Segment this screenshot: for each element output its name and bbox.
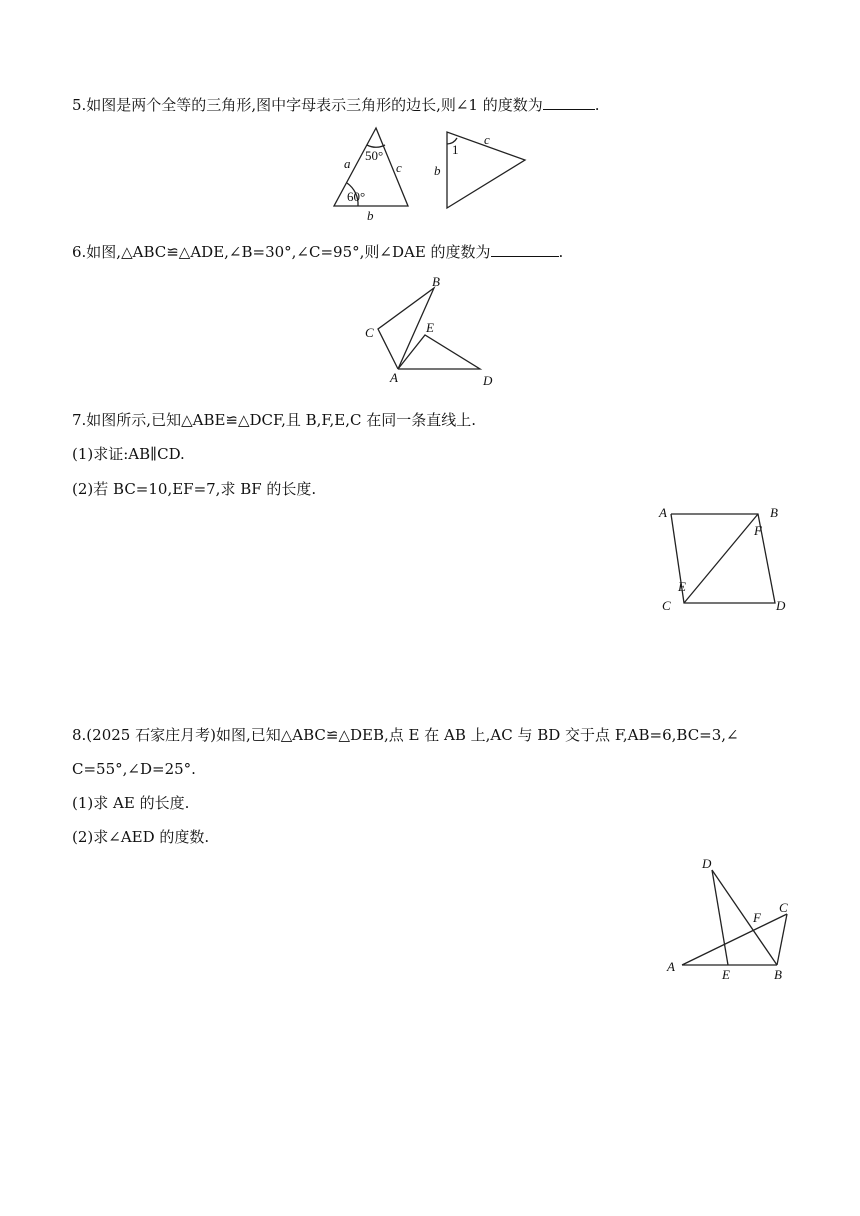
q8-part2: (2)求∠AED 的度数.: [72, 828, 210, 846]
q6-answer-blank[interactable]: [491, 241, 559, 257]
q8-stem-line1: 8.(2025 石家庄月考)如图,已知△ABC≌△DEB,点 E 在 AB 上,AC 与 BD 交于点 F,AB=6,BC=3,∠: [72, 726, 739, 744]
q7-figure: [655, 502, 800, 617]
q8-point-E: E: [722, 967, 730, 982]
q8-point-B: B: [774, 967, 782, 982]
q7-stem: 7.如图所示,已知△ABE≌△DCF,且 B,F,E,C 在同一条直线上.: [72, 411, 476, 429]
q5-stem: 5.如图是两个全等的三角形,图中字母表示三角形的边长,则∠1 的度数为 .: [72, 96, 600, 114]
q6-point-A: A: [390, 370, 398, 385]
q6-point-B: B: [432, 274, 440, 289]
q8-point-A: A: [667, 959, 675, 974]
q6-stem: 6.如图,△ABC≌△ADE,∠B=30°,∠C=95°,则∠DAE 的度数为 .: [72, 243, 564, 261]
q7-point-B: B: [770, 505, 778, 520]
q5-side-c-right: c: [484, 132, 490, 147]
q5-angle-50: 50°: [365, 148, 384, 163]
q5-angle-1: 1: [452, 142, 459, 157]
q8-part1: (1)求 AE 的长度.: [72, 794, 190, 812]
q5-angle-60: 60°: [347, 189, 366, 204]
q7-part1: (1)求证:AB∥CD.: [72, 445, 185, 463]
q5-side-b-right: b: [434, 163, 441, 178]
q5-side-b: b: [367, 208, 374, 223]
q6-text: 6.如图,△ABC≌△ADE,∠B=30°,∠C=95°,则∠DAE 的度数为: [72, 243, 491, 261]
q7-point-A: A: [659, 505, 667, 520]
q7-point-F: F: [754, 523, 762, 538]
q5-triangle-right: [434, 132, 525, 208]
q8-point-F: F: [753, 910, 761, 925]
q7-point-D: D: [776, 598, 786, 613]
q5-triangle-left: [334, 128, 408, 223]
q7-point-E: E: [678, 579, 686, 594]
q6-point-D: D: [483, 373, 493, 388]
q8-figure: [660, 852, 805, 987]
q5-answer-blank[interactable]: [543, 94, 595, 110]
q8-point-C: C: [779, 900, 788, 915]
q8-point-D: D: [702, 856, 712, 871]
q5-figure: [320, 120, 540, 225]
q7-point-C: C: [662, 598, 671, 613]
q6-point-C: C: [365, 325, 374, 340]
q5-side-a: a: [344, 156, 351, 171]
q5-text: 5.如图是两个全等的三角形,图中字母表示三角形的边长,则∠1 的度数为: [72, 96, 543, 114]
q6-figure: [355, 272, 515, 392]
q6-point-E: E: [426, 320, 434, 335]
q8-stem-line2: C=55°,∠D=25°.: [72, 760, 196, 778]
q7-part2: (2)若 BC=10,EF=7,求 BF 的长度.: [72, 480, 317, 498]
q5-side-c: c: [396, 160, 402, 175]
